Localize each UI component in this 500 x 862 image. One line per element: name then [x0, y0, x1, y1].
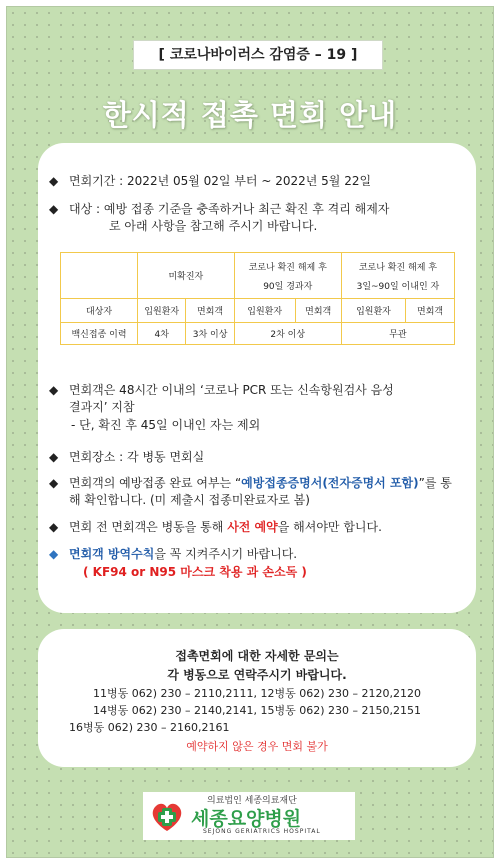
bullet-diamond-icon: ◆	[49, 520, 59, 534]
bullet-diamond-icon: ◆	[49, 202, 59, 216]
col-inpatient: 입원환자	[341, 299, 405, 323]
rules-text	[69, 546, 307, 563]
vacc-highlight: 예방접종증명서(전자증명서 포함)	[241, 476, 419, 490]
logo-name: 세종요양병원	[191, 808, 302, 830]
vaccination-proof-item	[49, 475, 459, 509]
main-title: 한시적 접촉 면회 안내	[102, 98, 398, 132]
header-over90	[234, 253, 341, 299]
cell-4th: 4차	[138, 323, 186, 345]
rules-item	[49, 546, 307, 581]
contact-line-1: 접촉면회에 대한 자세한 문의는	[175, 649, 339, 663]
hospital-logo	[143, 792, 355, 840]
cell-none: 무관	[341, 323, 454, 345]
header-under90-line1: 코로나 확진 해제 후	[358, 262, 437, 273]
bullet-diamond-icon: ◆	[49, 450, 59, 464]
period-text: 면회기간 : 2022년 05월 02일 부터 ~ 2022년 5월 22일	[69, 174, 372, 188]
bullet-diamond-icon: ◆	[49, 476, 59, 490]
mask-text: ( KF94 or N95 마스크 착용 과 손소독 )	[83, 565, 307, 579]
reservation-item	[49, 519, 382, 536]
phone-line-1: 11병동 062) 230 – 2110,2111, 12병동 062) 230 – 2120,2120	[93, 687, 421, 700]
rules-post: 을 꼭 지켜주시기 바랍니다.	[154, 547, 298, 561]
contact-line-2: 각 병동으로 연락주시기 바랍니다.	[167, 668, 347, 682]
col-inpatient: 입원환자	[234, 299, 295, 323]
header-under90	[341, 253, 454, 299]
target-text-2: 로 아래 사항을 참고해 주시기 바랍니다.	[109, 219, 318, 233]
phone-line-3: 16병동 062) 230 – 2160,2161	[69, 721, 230, 734]
target-text-1: 대상 : 예방 접종 기준을 충족하거나 최근 확진 후 격리 해제자	[69, 202, 390, 216]
subtitle-box: [ 코로나바이러스 감염증 – 19 ]	[133, 40, 383, 70]
bullet-diamond-blue-icon: ◆	[49, 547, 59, 561]
col-visitor: 면회객	[406, 299, 455, 323]
reserve-post: 을 해셔야만 합니다.	[277, 520, 382, 534]
reservation-text	[69, 519, 382, 536]
hospital-cross-icon	[147, 796, 187, 836]
vaccination-proof-text	[69, 475, 461, 509]
phone-line-2: 14병동 062) 230 – 2140,2141, 15병동 062) 230 – 2150,2151	[93, 704, 421, 717]
vaccination-table	[60, 252, 455, 345]
header-over90-line1: 코로나 확진 해제 후	[248, 262, 327, 273]
vacc-post: ”를 통해 확인합니다. (미 제출시 접종미완료자로 봄)	[69, 476, 452, 507]
no-reservation-warning: 예약하지 않은 경우 면회 불가	[186, 740, 328, 753]
pcr-text-2: 결과지’ 지참	[69, 400, 135, 414]
logo-english: SEJONG GERIATRICS HOSPITAL	[203, 828, 321, 835]
col-inpatient: 입원환자	[138, 299, 186, 323]
bullet-diamond-icon: ◆	[49, 174, 59, 188]
logo-org: 의료법인 세종의료재단	[207, 796, 297, 806]
col-visitor: 면회객	[295, 299, 341, 323]
pcr-sub-text: - 단, 확진 후 45일 이내인 자는 제외	[71, 418, 261, 432]
notice-page	[6, 6, 494, 858]
cell-3rd: 3차 이상	[186, 323, 234, 345]
reserve-highlight: 사전 예약	[227, 520, 278, 534]
cell-2nd: 2차 이상	[234, 323, 341, 345]
row-label-vaccine: 백신접종 이력	[61, 323, 138, 345]
pcr-text-1: 면회객은 48시간 이내의 ‘코로나 PCR 또는 신속항원검사 음성	[69, 383, 394, 397]
header-over90-line2: 90일 경과자	[263, 281, 313, 292]
place-text: 면회장소 : 각 병동 면회실	[69, 450, 205, 464]
header-unconfirmed: 미확진자	[138, 253, 235, 299]
table-empty-cell	[61, 253, 138, 299]
bullet-diamond-icon: ◆	[49, 383, 59, 397]
col-visitor: 면회객	[186, 299, 234, 323]
header-under90-line2: 3일~90일 이내인 자	[356, 281, 440, 292]
vacc-pre: 면회객의 예방접종 완료 여부는 “	[69, 476, 242, 490]
rules-highlight: 면회객 방역수칙	[69, 547, 155, 561]
reserve-pre: 면회 전 면회객은 병동을 통해	[69, 520, 228, 534]
row-label-target: 대상자	[61, 299, 138, 323]
